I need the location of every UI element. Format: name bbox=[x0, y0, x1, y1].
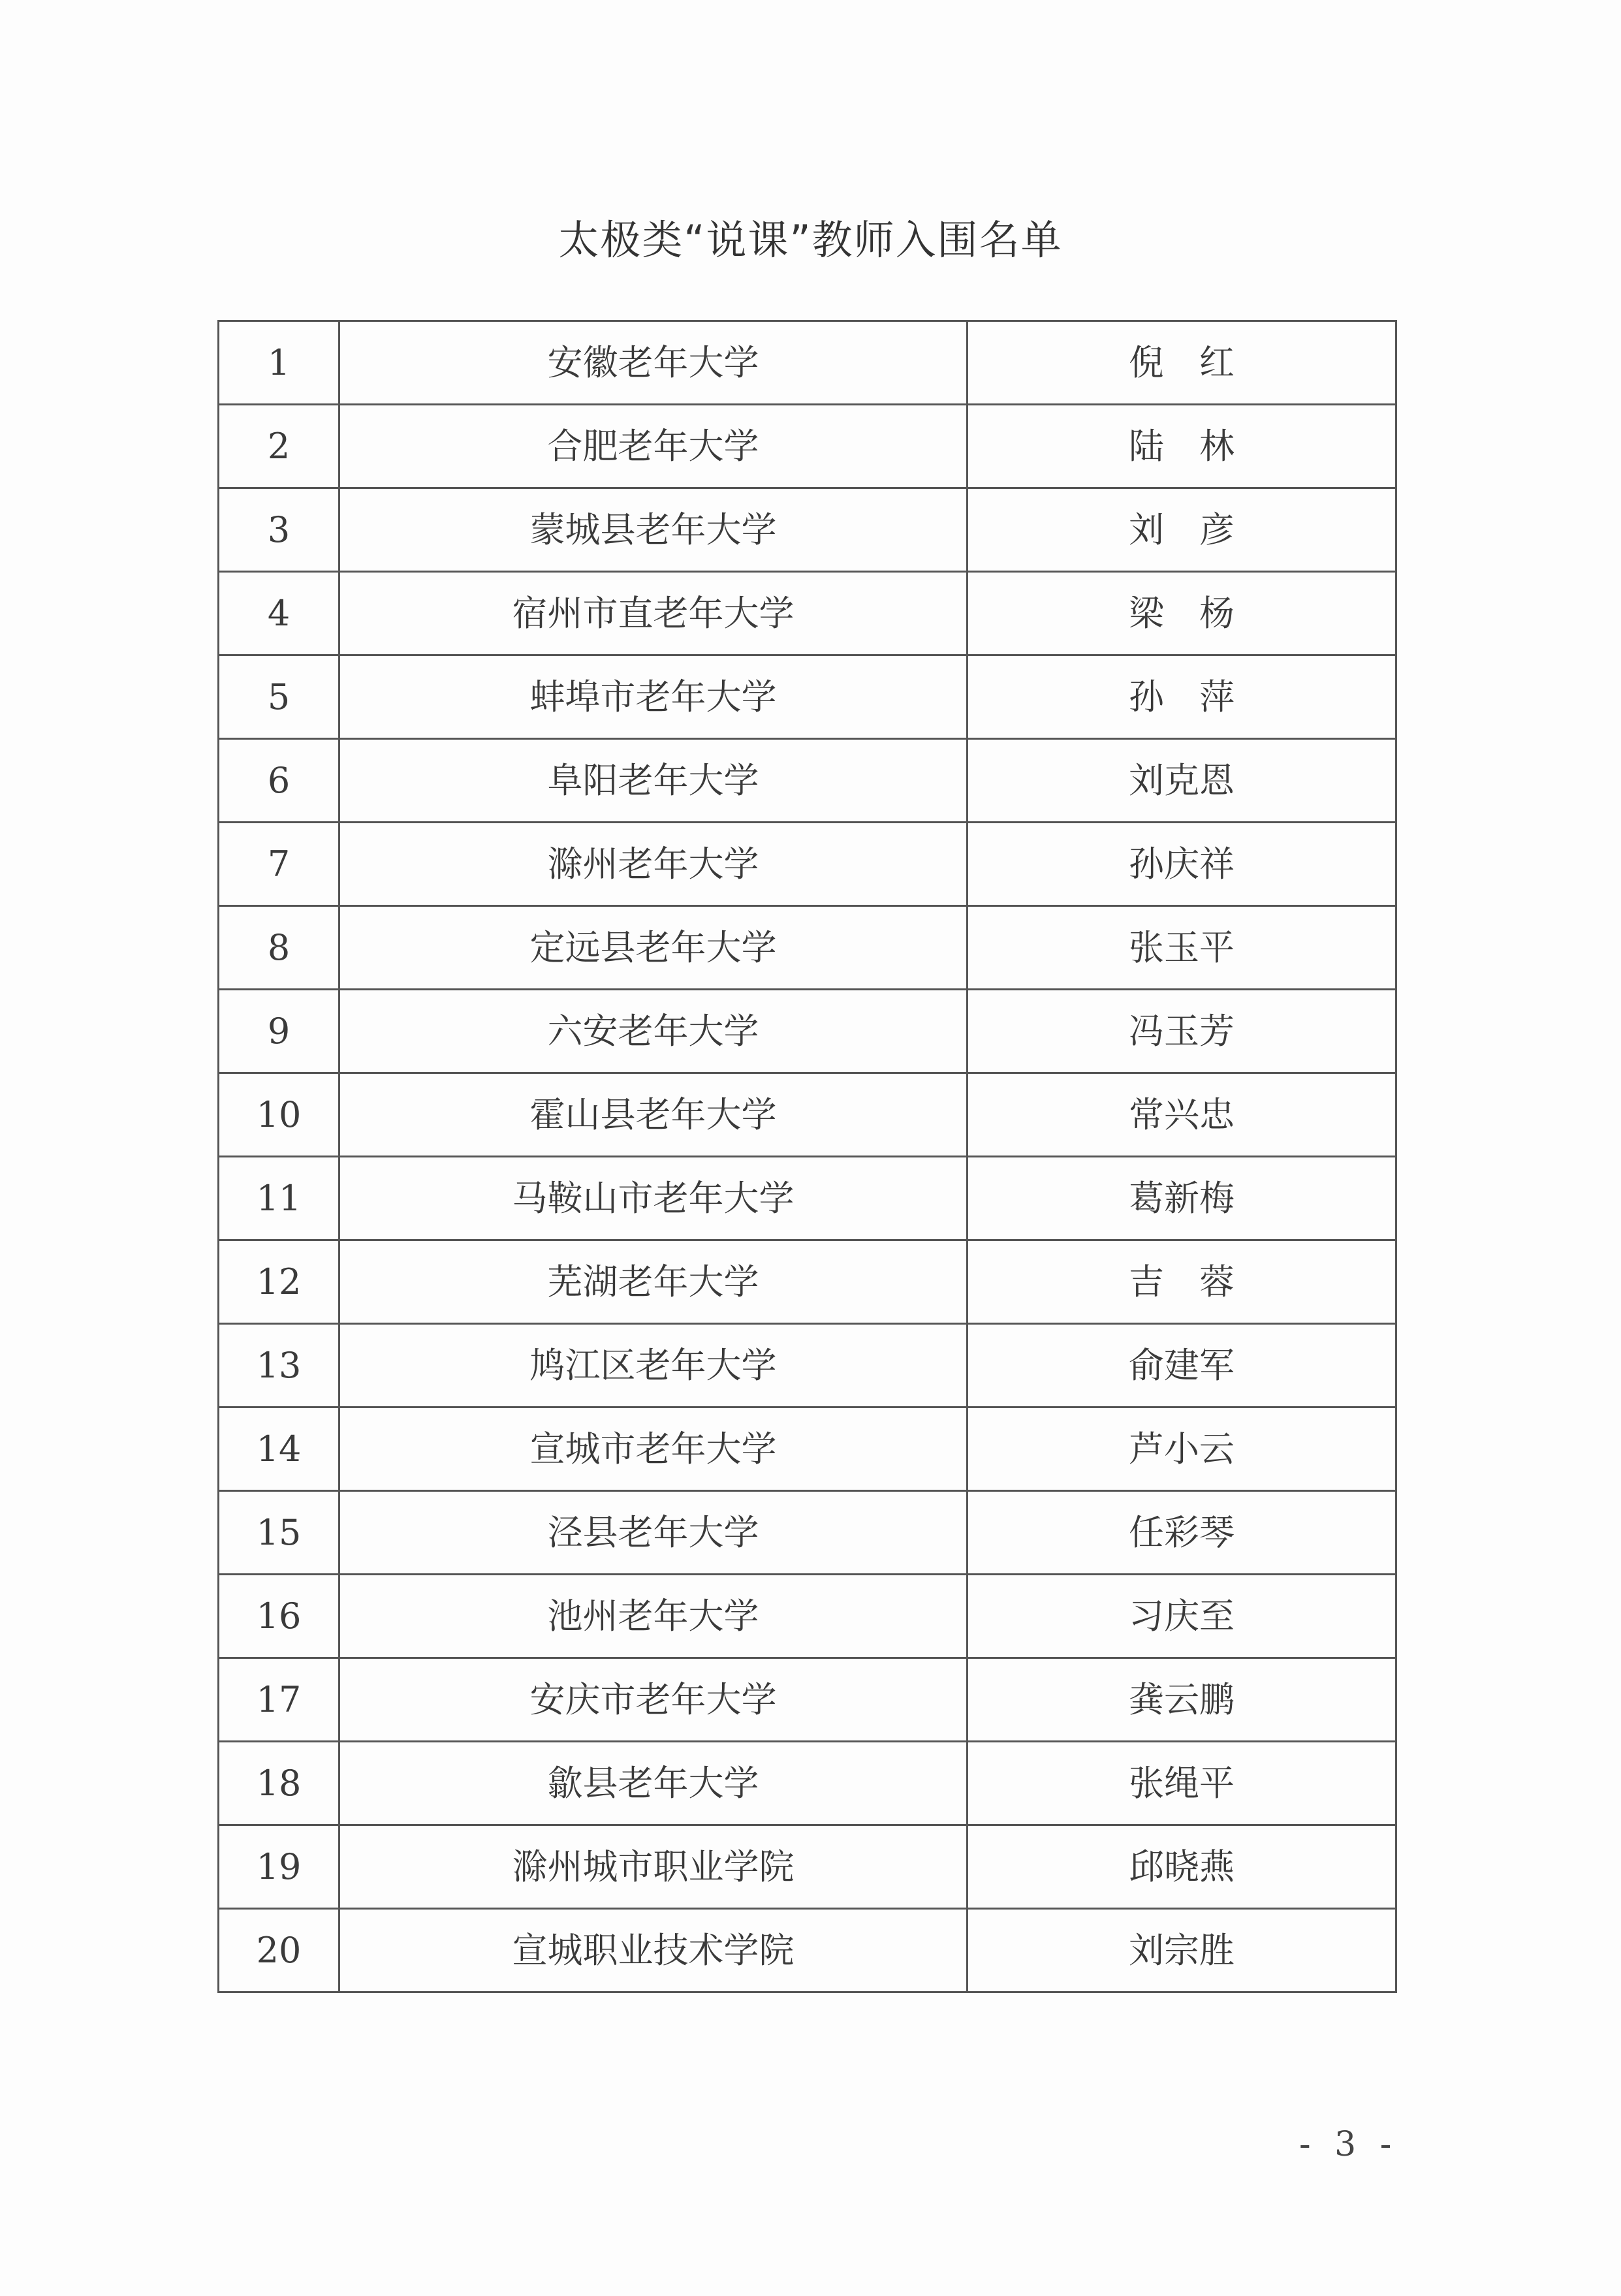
school-cell: 滁州老年大学 bbox=[339, 823, 968, 906]
school-cell: 宣城市老年大学 bbox=[339, 1407, 968, 1491]
school-cell: 歙县老年大学 bbox=[339, 1742, 968, 1825]
school-cell: 芜湖老年大学 bbox=[339, 1240, 968, 1324]
teacher-name-cell: 陆 林 bbox=[968, 405, 1396, 488]
table-row bbox=[219, 1825, 1396, 1909]
roster-table bbox=[217, 320, 1397, 1993]
row-number: 6 bbox=[219, 739, 339, 823]
table-row bbox=[219, 1407, 1396, 1491]
table-row bbox=[219, 405, 1396, 488]
school-cell: 蚌埠市老年大学 bbox=[339, 655, 968, 739]
table-row bbox=[219, 1157, 1396, 1240]
row-number: 3 bbox=[219, 488, 339, 572]
teacher-name-cell: 葛新梅 bbox=[968, 1157, 1396, 1240]
table-row bbox=[219, 1073, 1396, 1157]
table-row bbox=[219, 655, 1396, 739]
teacher-name-cell: 吉 蓉 bbox=[968, 1240, 1396, 1324]
teacher-name-cell: 任彩琴 bbox=[968, 1491, 1396, 1575]
table-row bbox=[219, 572, 1396, 655]
school-cell: 宣城职业技术学院 bbox=[339, 1909, 968, 1992]
row-number: 12 bbox=[219, 1240, 339, 1324]
teacher-name-cell: 常兴忠 bbox=[968, 1073, 1396, 1157]
teacher-name-cell: 龚云鹏 bbox=[968, 1658, 1396, 1742]
teacher-name-cell: 倪 红 bbox=[968, 321, 1396, 405]
row-number: 14 bbox=[219, 1407, 339, 1491]
row-number: 18 bbox=[219, 1742, 339, 1825]
teacher-name-cell: 梁 杨 bbox=[968, 572, 1396, 655]
teacher-name-cell: 习庆至 bbox=[968, 1575, 1396, 1658]
teacher-name-cell: 孙 萍 bbox=[968, 655, 1396, 739]
teacher-name-cell: 刘 彦 bbox=[968, 488, 1396, 572]
table-row bbox=[219, 1909, 1396, 1992]
school-cell: 鸠江区老年大学 bbox=[339, 1324, 968, 1407]
school-cell: 合肥老年大学 bbox=[339, 405, 968, 488]
row-number: 1 bbox=[219, 321, 339, 405]
teacher-name-cell: 邱晓燕 bbox=[968, 1825, 1396, 1909]
school-cell: 六安老年大学 bbox=[339, 990, 968, 1073]
school-cell: 泾县老年大学 bbox=[339, 1491, 968, 1575]
teacher-name-cell: 张玉平 bbox=[968, 906, 1396, 990]
table-row bbox=[219, 906, 1396, 990]
table-row bbox=[219, 823, 1396, 906]
table-row bbox=[219, 1491, 1396, 1575]
table-row bbox=[219, 1240, 1396, 1324]
teacher-name-cell: 刘宗胜 bbox=[968, 1909, 1396, 1992]
row-number: 2 bbox=[219, 405, 339, 488]
school-cell: 安庆市老年大学 bbox=[339, 1658, 968, 1742]
school-cell: 池州老年大学 bbox=[339, 1575, 968, 1658]
row-number: 8 bbox=[219, 906, 339, 990]
table-row bbox=[219, 739, 1396, 823]
school-cell: 马鞍山市老年大学 bbox=[339, 1157, 968, 1240]
row-number: 7 bbox=[219, 823, 339, 906]
table-row bbox=[219, 1575, 1396, 1658]
teacher-name-cell: 俞建军 bbox=[968, 1324, 1396, 1407]
school-cell: 宿州市直老年大学 bbox=[339, 572, 968, 655]
school-cell: 滁州城市职业学院 bbox=[339, 1825, 968, 1909]
table-row bbox=[219, 488, 1396, 572]
row-number: 20 bbox=[219, 1909, 339, 1992]
page-number: - 3 - bbox=[1299, 2125, 1398, 2164]
row-number: 4 bbox=[219, 572, 339, 655]
teacher-name-cell: 冯玉芳 bbox=[968, 990, 1396, 1073]
table-row bbox=[219, 1742, 1396, 1825]
row-number: 10 bbox=[219, 1073, 339, 1157]
school-cell: 霍山县老年大学 bbox=[339, 1073, 968, 1157]
row-number: 5 bbox=[219, 655, 339, 739]
teacher-name-cell: 刘克恩 bbox=[968, 739, 1396, 823]
school-cell: 安徽老年大学 bbox=[339, 321, 968, 405]
row-number: 19 bbox=[219, 1825, 339, 1909]
teacher-name-cell: 孙庆祥 bbox=[968, 823, 1396, 906]
teacher-name-cell: 张绳平 bbox=[968, 1742, 1396, 1825]
row-number: 11 bbox=[219, 1157, 339, 1240]
teacher-name-cell: 芦小云 bbox=[968, 1407, 1396, 1491]
table-row bbox=[219, 990, 1396, 1073]
table-row bbox=[219, 1658, 1396, 1742]
row-number: 17 bbox=[219, 1658, 339, 1742]
row-number: 16 bbox=[219, 1575, 339, 1658]
school-cell: 定远县老年大学 bbox=[339, 906, 968, 990]
table-row bbox=[219, 321, 1396, 405]
school-cell: 蒙城县老年大学 bbox=[339, 488, 968, 572]
row-number: 15 bbox=[219, 1491, 339, 1575]
table-row bbox=[219, 1324, 1396, 1407]
school-cell: 阜阳老年大学 bbox=[339, 739, 968, 823]
page-title: 太极类“说课”教师入围名单 bbox=[558, 216, 1063, 264]
row-number: 9 bbox=[219, 990, 339, 1073]
row-number: 13 bbox=[219, 1324, 339, 1407]
